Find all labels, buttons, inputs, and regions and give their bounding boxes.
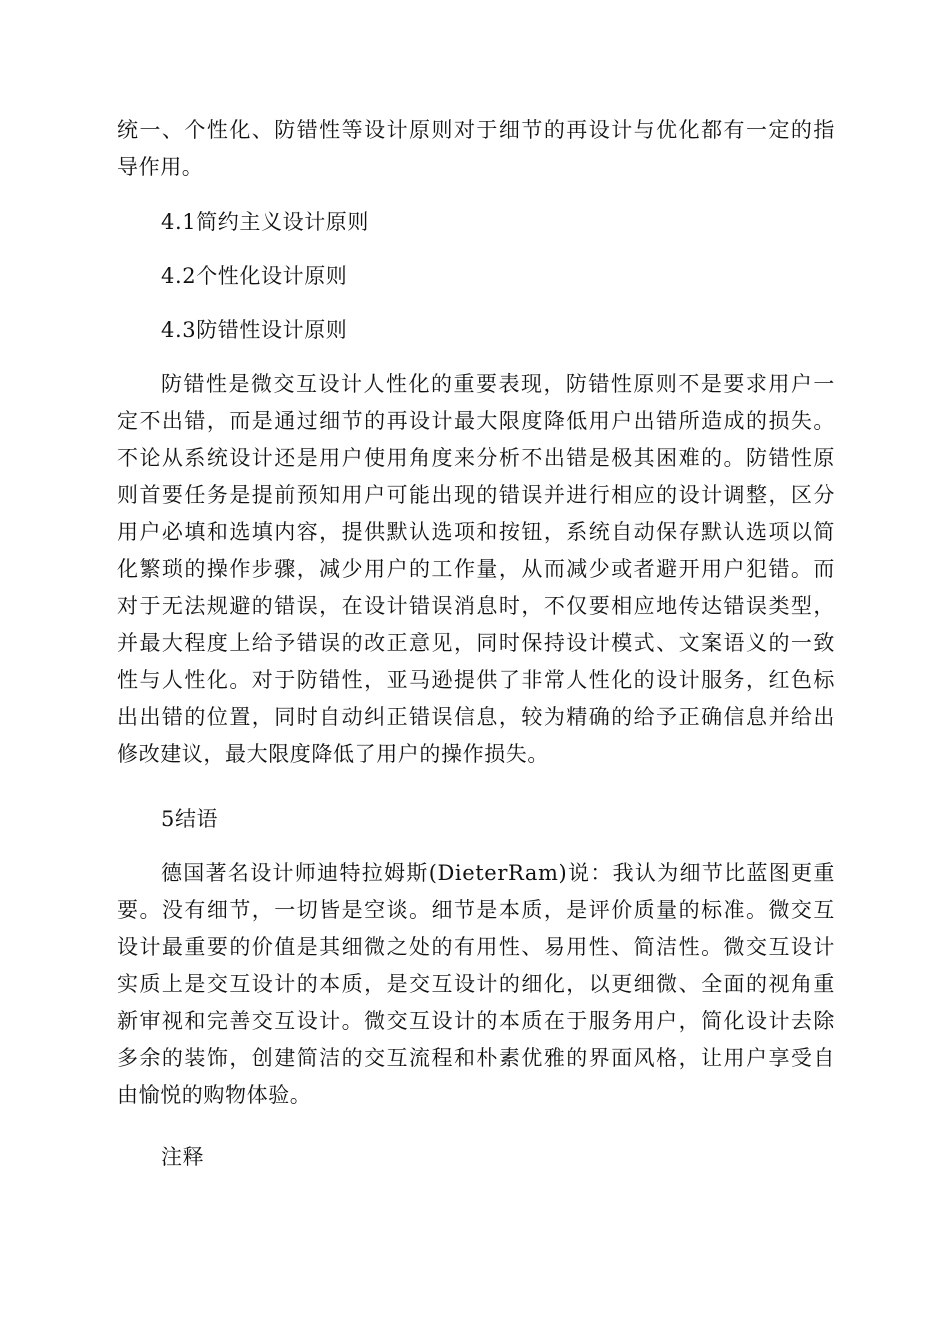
heading-4-1: 4.1简约主义设计原则 xyxy=(161,210,369,234)
text-line: 则首要任务是提前预知用户可能出现的错误并进行相应的设计调整，区分 xyxy=(117,483,835,507)
text-line: 出出错的位置，同时自动纠正错误信息，较为精确的给予正确信息并给出 xyxy=(117,705,835,729)
heading-5: 5结语 xyxy=(161,807,219,831)
text-line: 性与人性化。对于防错性，亚马逊提供了非常人性化的设计服务，红色标 xyxy=(117,668,835,692)
heading-4-3: 4.3防错性设计原则 xyxy=(161,318,348,342)
paragraph-intro xyxy=(117,112,835,186)
text-line: 由愉悦的购物体验。 xyxy=(117,1083,312,1107)
text-line: 新审视和完善交互设计。微交互设计的本质在于服务用户，简化设计去除 xyxy=(117,1009,835,1033)
text-line: 导作用。 xyxy=(117,155,204,179)
text-line: 防错性是微交互设计人性化的重要表现，防错性原则不是要求用户一 xyxy=(161,372,835,396)
text-line: 定不出错，而是通过细节的再设计最大限度降低用户出错所造成的损失。 xyxy=(117,409,835,433)
text-line: 对于无法规避的错误，在设计错误消息时，不仅要相应地传达错误类型， xyxy=(117,594,835,618)
heading-notes: 注释 xyxy=(161,1145,205,1169)
text-line: 并最大程度上给予错误的改正意见，同时保持设计模式、文案语义的一致 xyxy=(117,631,835,655)
text-line: 不论从系统设计还是用户使用角度来分析不出错是极其困难的。防错性原 xyxy=(117,446,835,470)
text-line: 修改建议，最大限度降低了用户的操作损失。 xyxy=(117,742,549,766)
text-line: 设计最重要的价值是其细微之处的有用性、易用性、简洁性。微交互设计 xyxy=(117,935,835,959)
text-line: 用户必填和选填内容，提供默认选项和按钮，系统自动保存默认选项以简 xyxy=(117,520,835,544)
paragraph-error-proof xyxy=(117,366,835,773)
text-line: 要。没有细节，一切皆是空谈。细节是本质，是评价质量的标准。微交互 xyxy=(117,898,835,922)
text-line: 德国著名设计师迪特拉姆斯(DieterRam)说：我认为细节比蓝图更重 xyxy=(161,861,835,885)
text-line: 统一、个性化、防错性等设计原则对于细节的再设计与优化都有一定的指 xyxy=(117,118,835,142)
text-line: 多余的装饰，创建简洁的交互流程和朴素优雅的界面风格，让用户享受自 xyxy=(117,1046,835,1070)
heading-4-2: 4.2个性化设计原则 xyxy=(161,264,348,288)
text-line: 实质上是交互设计的本质，是交互设计的细化，以更细微、全面的视角重 xyxy=(117,972,835,996)
paragraph-conclusion xyxy=(117,855,835,1114)
text-line: 化繁琐的操作步骤，减少用户的工作量，从而减少或者避开用户犯错。而 xyxy=(117,557,835,581)
